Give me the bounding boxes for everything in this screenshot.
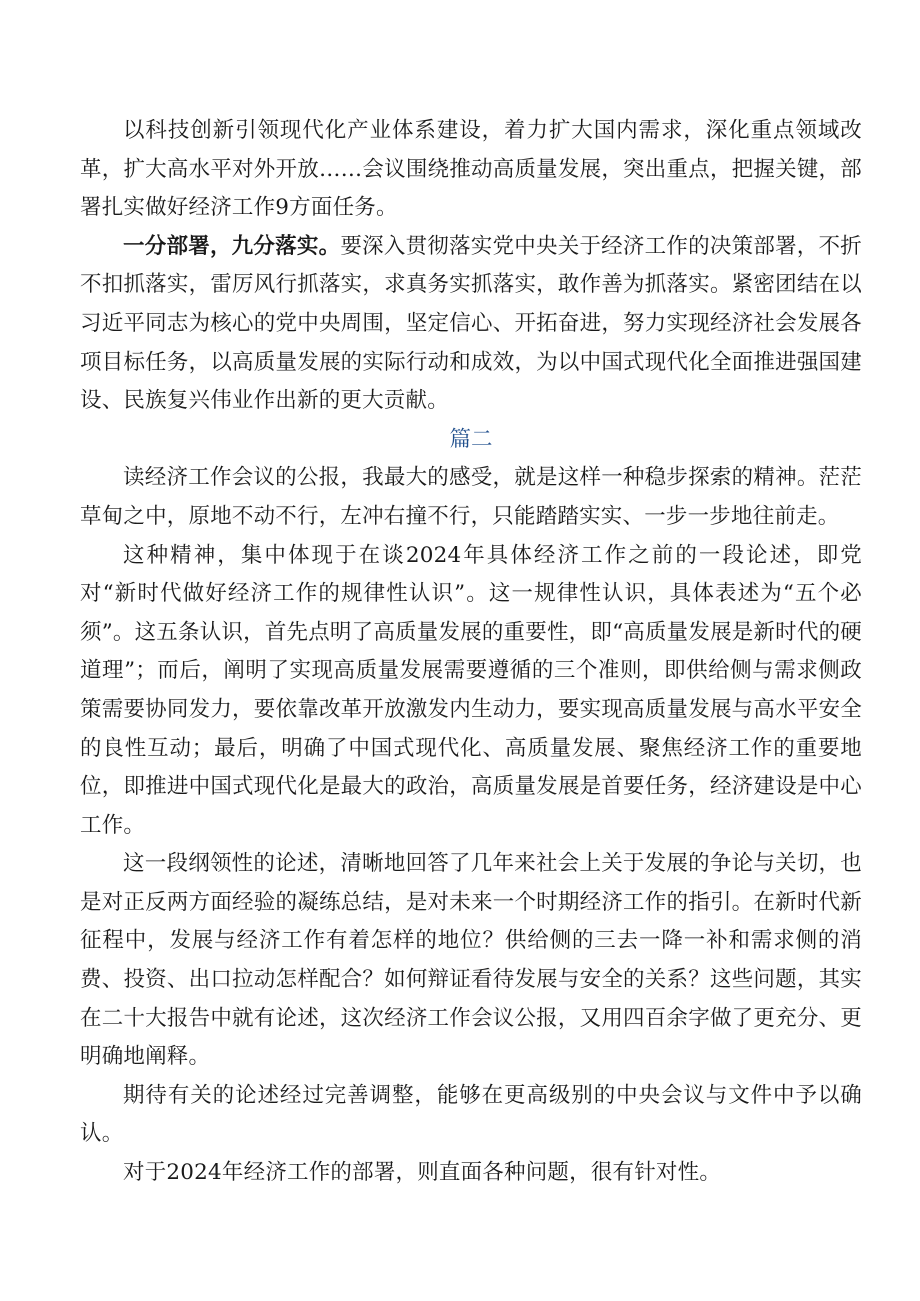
paragraph-implementation bbox=[80, 228, 862, 421]
paragraph-economic-tasks: 以科技创新引领现代化产业体系建设，着力扩大国内需求，深化重点领域改革，扩大高水平对外开放……会议围绕推动高质量发展，突出重点，把握关键，部署扎实做好经济工作9方面任务。 bbox=[80, 118, 862, 221]
paragraph-reading-impression: 读经济工作会议的公报，我最大的感受，就是这样一种稳步探索的精神。茫茫草甸之中，原地不动不行，左冲右撞不行，只能踏踏实实、一步一步地往前走。 bbox=[80, 465, 862, 529]
section-title: 篇二 bbox=[449, 426, 493, 452]
paragraph-lead-emphasis: 一分部署，九分落实。 bbox=[123, 233, 341, 259]
document-body bbox=[80, 112, 862, 1193]
paragraph-2024-deployment: 对于2024年经济工作的部署，则直面各种问题，很有针对性。 bbox=[123, 1160, 722, 1186]
paragraph-guiding-discussion: 这一段纲领性的论述，清晰地回答了几年来社会上关于发展的争论与关切，也是对正反两方面经验的凝练总结，是对未来一个时期经济工作的指引。在新时代新征程中，发展与经济工作有着怎样的地位？供给侧的三去一降一补和需求侧的消费、投资、出口拉动怎样配合？如何辩证看待发展与安全的关系？这些问题，其实在二十大报告中就有论述，这次经济工作会议公报，又用四百余字做了更充分、更明确地阐释。 bbox=[80, 851, 862, 1070]
paragraph-expectation: 期待有关的论述经过完善调整，能够在更高级别的中央会议与文件中予以确认。 bbox=[80, 1082, 862, 1147]
paragraph-five-musts: 这种精神，集中体现于在谈2024年具体经济工作之前的一段论述，即党对“新时代做好经济工作的规律性认识”。这一规律性认识，具体表述为“五个必须”。这五条认识，首先点明了高质量发展的重要性，即“高质量发展是新时代的硬道理”；而后，阐明了实现高质量发展需要遵循的三个准则，即供给侧与需求侧政策需要协同发力，要依靠改革开放激发内生动力，要实现高质量发展与高水平安全的良性互动；最后，明确了中国式现代化、高质量发展、聚焦经济工作的重要地位，即推进中国式现代化是最大的政治，高质量发展是首要任务，经济建设是中心工作。 bbox=[80, 542, 862, 838]
paragraph-implementation-text: 要深入贯彻落实党中央关于经济工作的决策部署，不折不扣抓落实，雷厉风行抓落实，求真务实抓落实，敢作善为抓落实。紧密团结在以习近平同志为核心的党中央周围，坚定信心、开拓奋进，努力实现经济社会发展各项目标任务，以高质量发展的实际行动和成效，为以中国式现代化全面推进强国建设、民族复兴伟业作出新的更大贡献。 bbox=[80, 233, 862, 414]
